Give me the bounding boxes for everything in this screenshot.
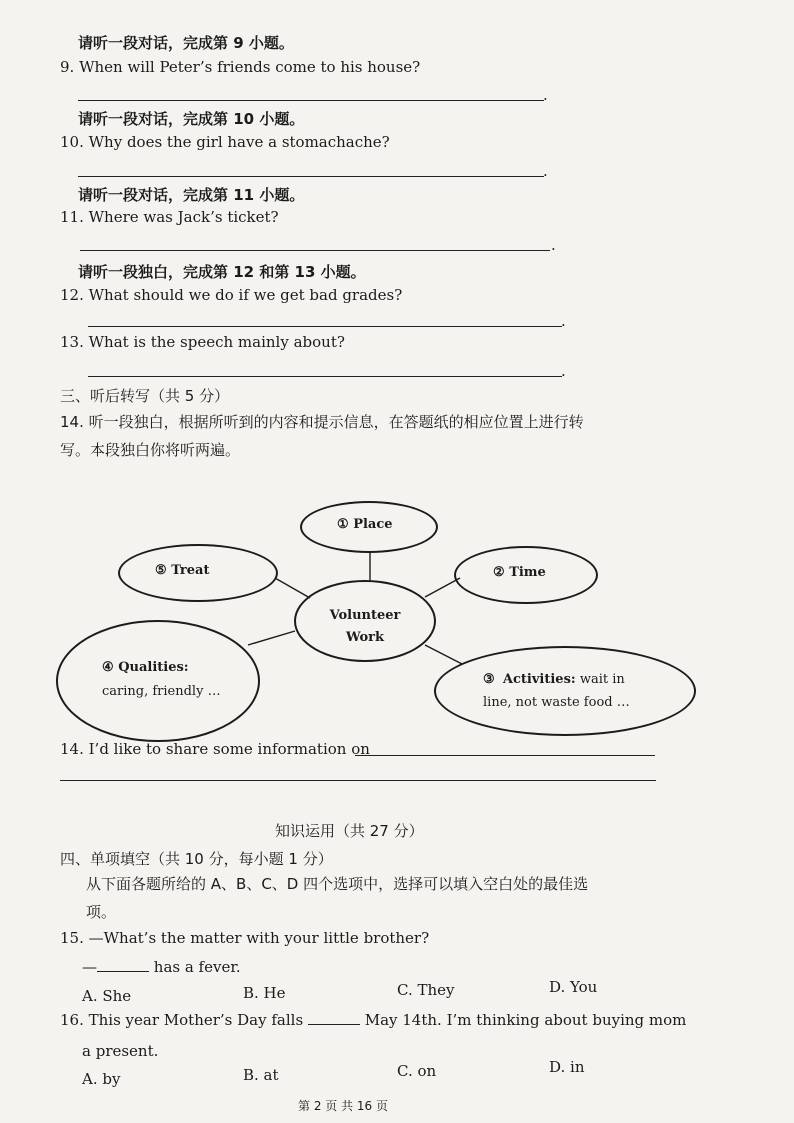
q15-option-a: A. She — [82, 987, 132, 1005]
q16-option-c: C. on — [397, 1062, 437, 1080]
question-10: 10. Why does the girl have a stomachache? — [60, 133, 390, 151]
node-time-number: ② — [493, 565, 505, 580]
q15-stem-line2 — [82, 958, 241, 976]
node-activities-label: Activities: — [502, 672, 576, 687]
q15-option-b: B. He — [243, 984, 286, 1002]
node-activities-text — [483, 668, 630, 714]
section3-instruction-line1: 14. 听一段独白，根据所听到的内容和提示信息，在答题纸的相应位置上进行转 — [60, 413, 584, 431]
q15-option-d: D. You — [549, 978, 598, 996]
node-qualities-number: ④ — [102, 660, 114, 675]
node-treat-number: ⑤ — [155, 563, 167, 578]
period-10: . — [543, 162, 548, 180]
q14-answer-line-1 — [355, 755, 655, 756]
period-12: . — [561, 312, 566, 330]
node-activities-text1: wait in — [579, 672, 625, 687]
section4-instruction-line1: 从下面各题所给的 A、B、C、D 四个选项中，选择可以填入空白处的最佳选 — [86, 875, 589, 893]
instruction-q11: 请听一段对话，完成第 11 小题。 — [78, 186, 305, 204]
q16-option-d: D. in — [549, 1058, 585, 1076]
q15-option-c: C. They — [397, 981, 455, 999]
knowledge-heading: 知识运用（共 27 分） — [275, 822, 424, 840]
period-11: . — [551, 236, 556, 254]
question-11: 11. Where was Jack’s ticket? — [60, 208, 279, 226]
q16-blank — [308, 1024, 360, 1025]
instruction-q10: 请听一段对话，完成第 10 小题。 — [78, 110, 305, 128]
node-time-label: Time — [509, 565, 546, 580]
node-place-label: Place — [353, 517, 393, 532]
q16-stem-line2: a present. — [82, 1042, 159, 1060]
instruction-q9: 请听一段对话，完成第 9 小题。 — [78, 34, 294, 52]
section3-heading: 三、听后转写（共 5 分） — [60, 387, 230, 405]
q16-stem-suffix: May 14th. I’m thinking about buying mom — [364, 1011, 687, 1029]
node-place-text — [337, 517, 393, 532]
question-9: 9. When will Peter’s friends come to his house? — [60, 58, 421, 76]
node-place-number: ① — [337, 517, 349, 532]
q16-option-a: A. by — [82, 1070, 121, 1088]
section4-instruction-line2: 项。 — [86, 903, 117, 921]
q15-blank — [97, 971, 149, 972]
node-time-text — [493, 565, 546, 580]
center-node-line2: Work — [345, 630, 385, 645]
node-treat-label: Treat — [171, 563, 210, 578]
node-activities-number: ③ — [483, 672, 495, 687]
question-12: 12. What should we do if we get bad grades? — [60, 286, 403, 304]
center-node-line1: Volunteer — [329, 608, 401, 623]
center-node-text — [294, 605, 436, 649]
page-footer: 第 2 页 共 16 页 — [298, 1099, 388, 1113]
q15-dash: — — [82, 958, 97, 976]
period-13: . — [561, 362, 566, 380]
q16-stem-prefix: 16. This year Mother’s Day falls — [60, 1011, 304, 1029]
instruction-q12-13: 请听一段独白，完成第 12 和第 13 小题。 — [78, 263, 366, 281]
q15-stem-suffix: has a fever. — [153, 958, 241, 976]
node-qualities-text — [102, 656, 221, 704]
q15-stem-line1: 15. —What’s the matter with your little brother? — [60, 929, 430, 947]
node-treat-text — [155, 563, 209, 578]
section4-heading: 四、单项填空（共 10 分，每小题 1 分） — [60, 850, 333, 868]
node-qualities-label: Qualities: — [118, 660, 189, 675]
period-9: . — [543, 86, 548, 104]
q16-stem-line1 — [60, 1011, 686, 1029]
q14-prompt: 14. I’d like to share some information on — [60, 740, 370, 758]
node-qualities-examples: caring, friendly … — [102, 684, 221, 699]
q16-option-b: B. at — [243, 1066, 279, 1084]
node-activities-text2: line, not waste food … — [483, 695, 630, 710]
section3-instruction-line2: 写。本段独白你将听两遍。 — [60, 441, 241, 459]
q14-answer-line-2 — [60, 780, 656, 781]
question-13: 13. What is the speech mainly about? — [60, 333, 345, 351]
